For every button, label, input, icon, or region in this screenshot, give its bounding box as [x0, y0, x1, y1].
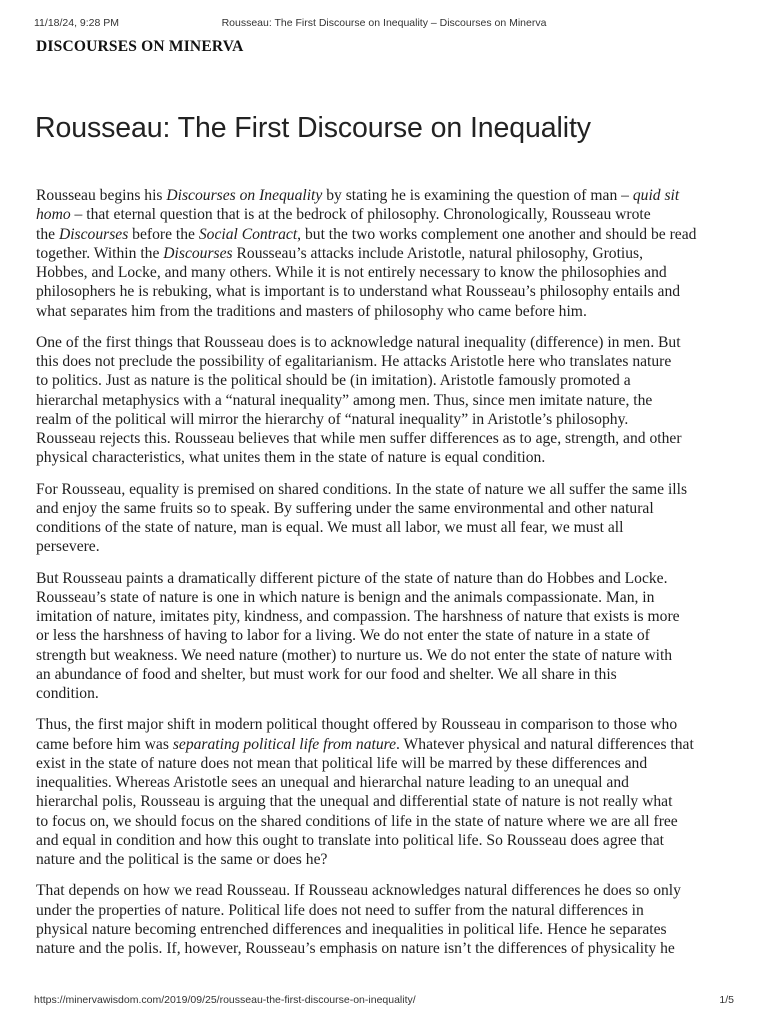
article-paragraph	[36, 480, 742, 557]
paragraph-line: to politics. Just as nature is the political should be (in imitation). Aristotle famously promoted a	[36, 372, 631, 390]
italic-text: Discourses	[58, 225, 129, 243]
paragraph-line: to focus on, we should focus on the shared conditions of life in the state of nature where we are all free	[36, 812, 678, 830]
paragraph-line: nature and the polis. If, however, Rousseau’s emphasis on nature isn’t the differences of physicality he	[36, 940, 675, 957]
print-datetime: 11/18/24, 9:28 PM	[34, 17, 120, 29]
paragraph-line: Rousseau rejects this. Rousseau believes that while men suffer differences as to age, strength, and other	[36, 430, 682, 447]
print-url: https://minervawisdom.com/2019/09/25/rousseau-the-first-discourse-on-inequality/	[34, 994, 416, 1006]
print-page-number: 1/5	[719, 994, 734, 1006]
paragraph-line: hierarchal metaphysics with a “natural inequality” among men. Thus, since men imitate nature, the	[36, 391, 653, 409]
article-paragraph	[36, 333, 742, 468]
paragraph-line: One of the first things that Rousseau does is to acknowledge natural inequality (difference) in men. But	[36, 333, 681, 351]
paragraph-line: together. Within the Discourses Rousseau’s attacks include Aristotle, natural philosophy, Grotius,	[36, 244, 644, 262]
paragraph-line: condition.	[36, 685, 99, 702]
site-title-link[interactable]: DISCOURSES ON MINERVA	[36, 38, 244, 55]
paragraph-line: exist in the state of nature does not mean that political life will be marred by these differences and	[36, 754, 648, 772]
paragraph-line: came before him was separating political life from nature. Whatever physical and natural differences that	[36, 735, 694, 753]
paragraph-line: realm of the political will mirror the hierarchy of “natural inequality” in Aristotle’s philosophy.	[36, 410, 629, 428]
paragraph-line: inequalities. Whereas Aristotle sees an unequal and hierarchal nature leading to an unequal and	[36, 774, 629, 791]
paragraph-line: But Rousseau paints a dramatically different picture of the state of nature than do Hobbes and Locke.	[36, 569, 668, 587]
paragraph-line: persevere.	[36, 538, 100, 556]
italic-text: separating political life from nature	[172, 735, 397, 753]
article-paragraph	[36, 881, 742, 958]
paragraph-line: under the properties of nature. Political life does not need to suffer from the natural differences in	[36, 901, 644, 919]
paragraph-line: philosophers he is rebuking, what is important is to understand what Rousseau’s philosophy entails and	[36, 283, 681, 301]
paragraph-line: and equal in condition and how this ought to translate into political life. So Rousseau does agree that	[36, 831, 664, 849]
print-header	[0, 17, 768, 31]
paragraph-line: and enjoy the same fruits so to speak. By suffering under the same environmental and other natural	[36, 499, 654, 517]
paragraph-line: an abundance of food and shelter, but must work for our food and shelter. We all share in this	[36, 665, 617, 683]
paragraph-line: conditions of the state of nature, man is equal. We must all labor, we must all fear, we must all	[36, 519, 624, 536]
paragraph-line: Rousseau’s state of nature is one in which nature is benign and the animals compassionate. Man, in	[36, 588, 655, 606]
paragraph-line: or less the harshness of having to labor for a living. We do not enter the state of nature in a state of	[36, 627, 650, 645]
article-paragraph	[36, 715, 742, 869]
article-body	[36, 186, 742, 970]
paragraph-line: strength but weakness. We need nature (mother) to nurture us. We do not enter the state of nature with	[36, 646, 673, 664]
article-paragraph	[36, 186, 742, 321]
paragraph-line: nature and the political is the same or does he?	[36, 851, 328, 868]
paragraph-line: what separates him from the traditions and masters of philosophy who came before him.	[36, 302, 587, 320]
paragraph-line: Thus, the first major shift in modern political thought offered by Rousseau in comparison to those who	[36, 716, 678, 734]
italic-text: homo	[36, 206, 71, 224]
paragraph-line: That depends on how we read Rousseau. If Rousseau acknowledges natural differences he does so only	[36, 882, 681, 900]
paragraph-line: imitation of nature, imitates pity, kindness, and compassion. The harshness of nature that exists is more	[36, 608, 680, 625]
article-paragraph	[36, 569, 742, 704]
paragraph-line: physical characteristics, what unites them in the state of nature is equal condition.	[36, 449, 546, 467]
paragraph-line: homo – that eternal question that is at the bedrock of philosophy. Chronologically, Rousseau wrote	[36, 206, 651, 224]
print-page-title: Rousseau: The First Discourse on Inequality – Discourses on Minerva	[221, 17, 547, 29]
italic-text: quid sit	[632, 187, 680, 204]
italic-text: Social Contract	[198, 225, 298, 243]
paragraph-line: hierarchal polis, Rousseau is arguing that the unequal and differential state of nature is not really what	[36, 793, 673, 811]
paragraph-line: For Rousseau, equality is premised on shared conditions. In the state of nature we all suffer the same ills	[36, 480, 688, 498]
paragraph-line: this does not preclude the possibility of egalitarianism. He attacks Aristotle here who translates nature	[36, 353, 672, 370]
italic-text: Discourses	[163, 244, 233, 262]
paragraph-line: physical nature becoming entrenched differences and inequalities in political life. Hence he separates	[36, 920, 667, 938]
paragraph-line: the Discourses before the Social Contract, but the two works complement one another and should be read	[36, 225, 697, 243]
paragraph-line: Hobbes, and Locke, and many others. While it is not entirely necessary to know the philosophies and	[36, 264, 667, 281]
article-title: Rousseau: The First Discourse on Inequality	[35, 112, 591, 144]
paragraph-line: Rousseau begins his Discourses on Inequality by stating he is examining the question of man – quid sit	[36, 187, 680, 204]
print-footer	[0, 994, 768, 1008]
italic-text: Discourses on Inequality	[166, 187, 323, 204]
